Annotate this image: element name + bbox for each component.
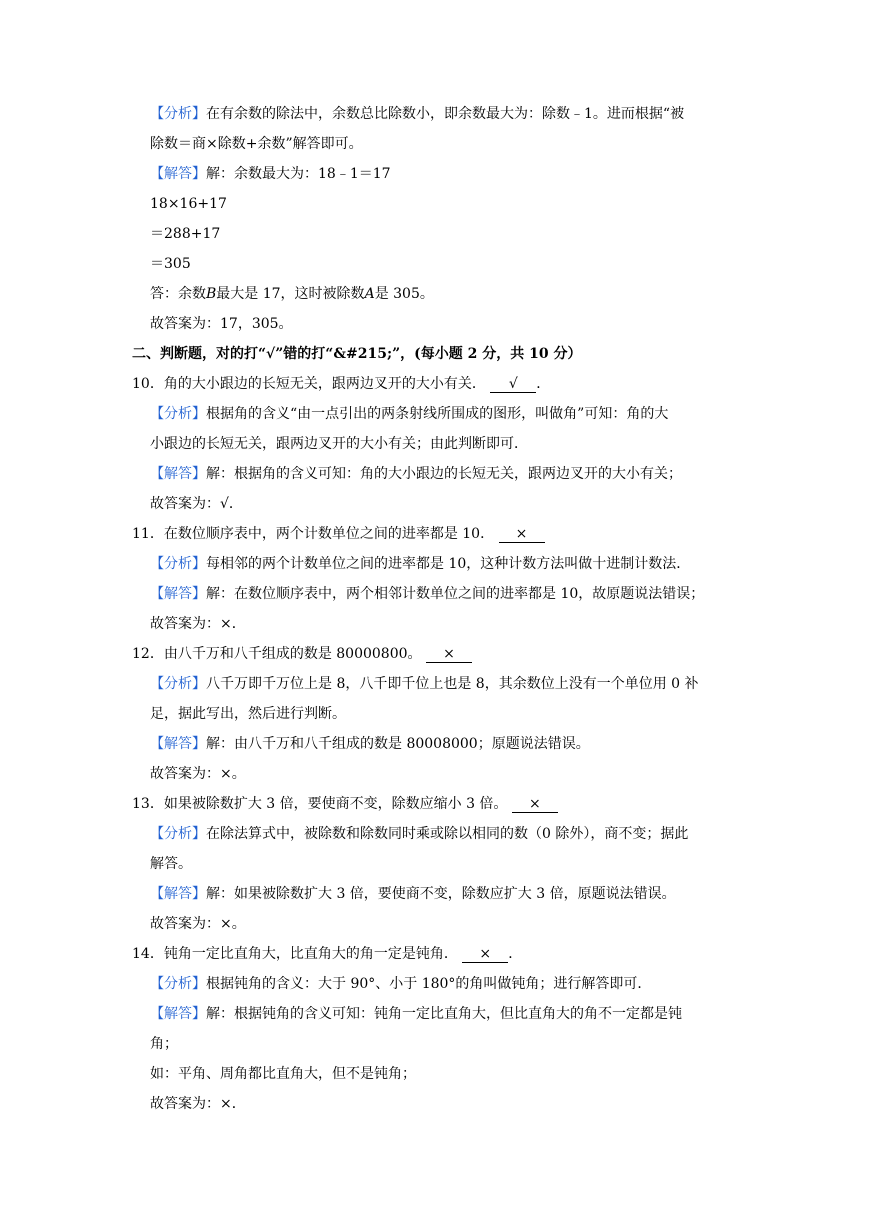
q13-answer-blank: × <box>512 796 558 813</box>
q10-answer-blank: √ <box>490 376 536 393</box>
solution-label: 【解答】 <box>150 1006 206 1022</box>
q14-solution-line-2: 角； <box>150 1036 178 1052</box>
q13-analysis-line-1 <box>150 825 688 843</box>
q12-solution-line-1 <box>150 735 590 753</box>
q9-solution-line-1 <box>150 165 391 183</box>
q10-stem-line <box>132 375 550 393</box>
q11-final-answer: 故答案为：×． <box>150 616 246 632</box>
q9-calc-1: 18×16+17 <box>150 196 227 212</box>
solution-label: 【解答】 <box>150 586 206 602</box>
q9-calc-3: ＝305 <box>150 256 191 272</box>
q14-solution-text-1: 解：根据钝角的含义可知：钝角一定比直角大，但比直角大的角不一定都是钝 <box>206 1006 682 1022</box>
q14-stem: 14．钝角一定比直角大，比直角大的角一定是钝角． <box>132 946 458 962</box>
q11-analysis-line-1 <box>150 555 690 573</box>
section-2-heading: 二、判断题，对的打“√”错的打“&#215;”，(每小题 2 分，共 10 分） <box>132 346 582 362</box>
q12-stem: 12．由八千万和八千组成的数是 80000800。 <box>132 646 422 662</box>
q12-answer-blank: × <box>426 646 472 663</box>
solution-label: 【解答】 <box>150 736 206 752</box>
analysis-label: 【分析】 <box>150 976 206 992</box>
q13-final-answer: 故答案为：×。 <box>150 916 246 932</box>
q12-solution-text-1: 解：由八千万和八千组成的数是 80008000；原题说法错误。 <box>206 736 590 752</box>
analysis-label: 【分析】 <box>150 556 206 572</box>
q9-analysis-line-1 <box>150 105 684 123</box>
q10-stem-end: ． <box>536 376 551 392</box>
q14-analysis-text-1: 根据钝角的含义：大于 90°、小于 180°的角叫做钝角；进行解答即可． <box>206 976 652 992</box>
q10-analysis-line-2: 小跟边的长短无关，跟两边叉开的大小有关；由此判断即可． <box>150 436 528 452</box>
q10-final-answer: 故答案为：√． <box>150 496 243 512</box>
q12-analysis-text-1: 八千万即千万位上是 8，八千即千位上也是 8，其余数位上没有一个单位用 0 补 <box>206 676 699 692</box>
q9-analysis-line-2: 除数＝商×除数+余数”解答即可。 <box>150 136 363 152</box>
q9-solution-text-1: 解：余数最大为：18﹣1＝17 <box>206 166 391 182</box>
q13-stem-line <box>132 795 558 813</box>
q14-solution-line-1 <box>150 1005 682 1023</box>
q10-solution-text-1: 解：根据角的含义可知：角的大小跟边的长短无关，跟两边叉开的大小有关； <box>206 466 682 482</box>
q11-stem-line <box>132 525 545 543</box>
q14-stem-end: ． <box>508 946 523 962</box>
q13-analysis-line-2: 解答。 <box>150 856 192 872</box>
q9-answer-a: 答：余数 <box>150 286 206 302</box>
q9-answer-c: 是 305。 <box>374 286 434 302</box>
q11-analysis-text-1: 每相邻的两个计数单位之间的进率都是 10，这种计数方法叫做十进制计数法． <box>206 556 691 572</box>
q10-stem: 10．角的大小跟边的长短无关，跟两边叉开的大小有关． <box>132 376 486 392</box>
q9-calc-2: ＝288+17 <box>150 226 221 242</box>
q12-analysis-line-2: 足，据此写出，然后进行判断。 <box>150 706 346 722</box>
q10-solution-line-1 <box>150 465 682 483</box>
q9-answer-b: 最大是 17，这时被除数 <box>216 286 365 302</box>
analysis-label: 【分析】 <box>150 106 206 122</box>
analysis-label: 【分析】 <box>150 676 206 692</box>
q9-var-b: B <box>206 286 217 302</box>
q9-answer-line <box>150 285 434 303</box>
analysis-label: 【分析】 <box>150 406 206 422</box>
q12-final-answer: 故答案为：×。 <box>150 766 246 782</box>
q10-analysis-text-1: 根据角的含义“由一点引出的两条射线所围成的图形，叫做角”可知：角的大 <box>206 406 669 422</box>
q12-analysis-line-1 <box>150 675 699 693</box>
q14-stem-line <box>132 945 522 963</box>
q14-example-line: 如：平角、周角都比直角大，但不是钝角； <box>150 1066 416 1082</box>
q11-solution-line-1 <box>150 585 704 603</box>
q9-final-answer: 故答案为：17，305。 <box>150 316 293 332</box>
q14-final-answer: 故答案为：×． <box>150 1096 246 1112</box>
solution-label: 【解答】 <box>150 166 206 182</box>
solution-label: 【解答】 <box>150 886 206 902</box>
solution-label: 【解答】 <box>150 466 206 482</box>
q13-analysis-text-1: 在除法算式中，被除数和除数同时乘或除以相同的数（0 除外），商不变；据此 <box>206 826 689 842</box>
q13-solution-text-1: 解：如果被除数扩大 3 倍，要使商不变，除数应扩大 3 倍，原题说法错误。 <box>206 886 676 902</box>
q11-answer-blank: × <box>499 526 545 543</box>
q13-solution-line-1 <box>150 885 676 903</box>
q9-var-a: A <box>364 286 375 302</box>
q10-analysis-line-1 <box>150 405 668 423</box>
q14-analysis-line-1 <box>150 975 651 993</box>
q12-stem-line <box>132 645 472 663</box>
q11-stem: 11．在数位顺序表中，两个计数单位之间的进率都是 10． <box>132 526 495 542</box>
q13-stem: 13．如果被除数扩大 3 倍，要使商不变，除数应缩小 3 倍。 <box>132 796 508 812</box>
q11-solution-text-1: 解：在数位顺序表中，两个相邻计数单位之间的进率都是 10，故原题说法错误； <box>206 586 705 602</box>
analysis-label: 【分析】 <box>150 826 206 842</box>
q14-answer-blank: × <box>462 946 508 963</box>
q9-analysis-text-1: 在有余数的除法中，余数总比除数小，即余数最大为：除数﹣1。进而根据“被 <box>206 106 685 122</box>
